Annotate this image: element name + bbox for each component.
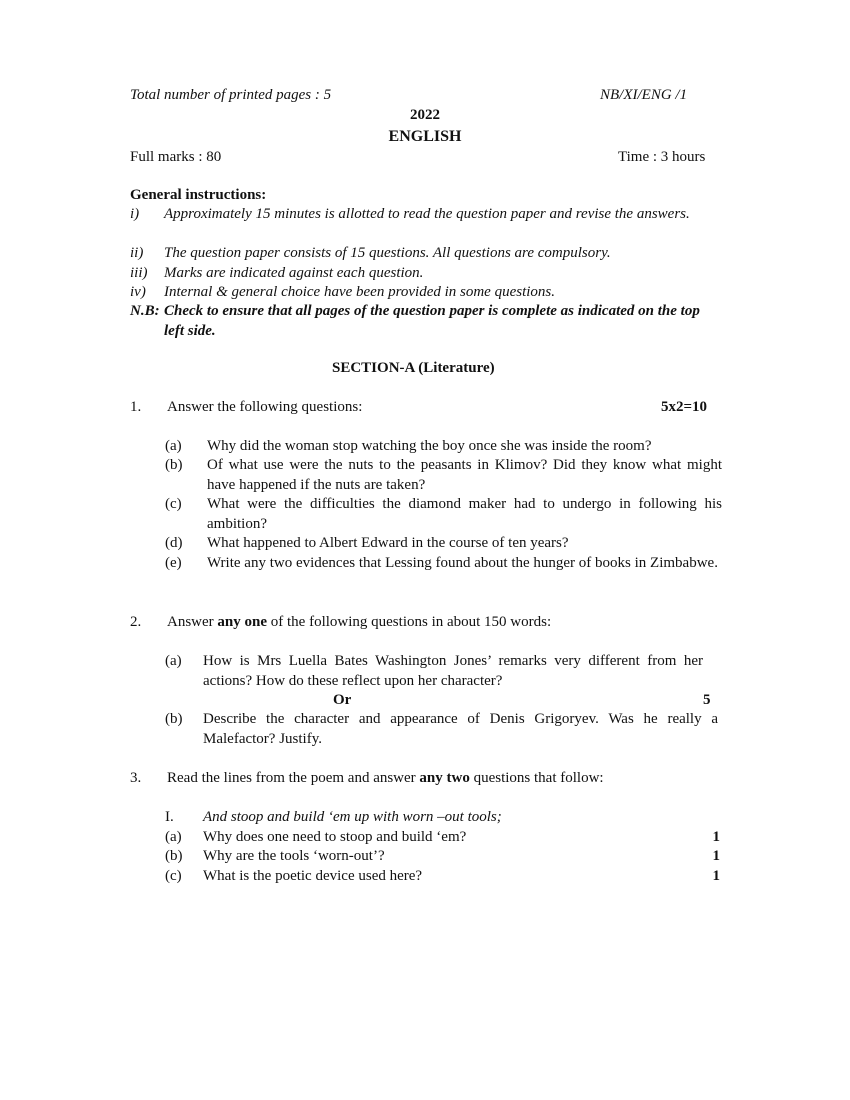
instruction-number: iv) — [130, 284, 146, 300]
sub-question-text: Write any two evidences that Lessing found about the hunger of books in Zimbabwe. — [207, 555, 718, 571]
time-allowed: Time : 3 hours — [618, 149, 706, 165]
sub-question-label: (b) — [165, 848, 183, 864]
question-marks: 5x2=10 — [661, 399, 708, 415]
question-text-part: of the following questions in about 150 words: — [267, 614, 552, 630]
sub-question-text: Why did the woman stop watching the boy once she was inside the room? — [207, 438, 652, 454]
section-title: SECTION-A (Literature) — [332, 360, 495, 376]
sub-question-text: Why does one need to stoop and build ‘em? — [203, 829, 467, 845]
question-text: Answer the following questions: — [167, 399, 363, 415]
sub-question-text: Of what use were the nuts to the peasants in Klimov? Did they know what might have happened if the nuts are taken? — [207, 457, 722, 493]
instruction-text: Marks are indicated against each question. — [164, 265, 424, 281]
sub-question-label: (a) — [165, 653, 182, 669]
question-number: 1. — [130, 399, 142, 415]
sub-question-label: (e) — [165, 555, 182, 571]
instruction-number: iii) — [130, 265, 148, 281]
extract-label: I. — [165, 809, 174, 825]
instruction-text: Approximately 15 minutes is allotted to read the question paper and revise the answers. — [164, 206, 690, 222]
or-separator: Or — [333, 692, 352, 708]
question-text — [167, 769, 604, 789]
instruction-number: i) — [130, 206, 140, 222]
sub-question-text: What were the difficulties the diamond maker had to undergo in following his ambition? — [207, 496, 722, 532]
subject-title: ENGLISH — [388, 128, 462, 145]
question-text-part: Read the lines from the poem and answer — [167, 770, 420, 786]
sub-question-text: Describe the character and appearance of Denis Grigoryev. Was he really a Malefactor? Justify. — [203, 711, 718, 747]
question-text-part: questions that follow: — [469, 770, 604, 786]
question-marks: 5 — [703, 692, 711, 708]
sub-question-marks: 1 — [712, 829, 720, 845]
sub-question-label: (a) — [165, 438, 182, 454]
question-text-part: Answer — [167, 614, 218, 630]
question-text-emphasis: any two — [419, 770, 470, 786]
poem-extract: And stoop and build ‘em up with worn –out tools; — [203, 809, 502, 825]
sub-question-marks: 1 — [712, 868, 720, 884]
sub-question-text: How is Mrs Luella Bates Washington Jones’ remarks very different from her actions? How do these reflect upon her character? — [203, 653, 703, 689]
sub-question-text: Why are the tools ‘worn-out’? — [203, 848, 385, 864]
sub-question-label: (b) — [165, 711, 183, 727]
exam-year: 2022 — [410, 107, 440, 123]
nb-text: Check to ensure that all pages of the question paper is complete as indicated on the top left side. — [164, 303, 700, 339]
question-text-emphasis: any one — [217, 614, 267, 630]
sub-question-label: (c) — [165, 868, 182, 884]
sub-question-text: What is the poetic device used here? — [203, 868, 423, 884]
sub-question-label: (d) — [165, 535, 183, 551]
printed-pages-note: Total number of printed pages : 5 — [130, 87, 332, 103]
sub-question-label: (a) — [165, 829, 182, 845]
question-number: 2. — [130, 614, 142, 630]
sub-question-label: (c) — [165, 496, 182, 512]
paper-code: NB/XI/ENG /1 — [600, 87, 688, 103]
question-text — [167, 613, 551, 633]
question-number: 3. — [130, 770, 142, 786]
nb-label: N.B: — [130, 303, 160, 319]
instructions-heading: General instructions: — [130, 187, 267, 203]
sub-question-label: (b) — [165, 457, 183, 473]
instruction-text: Internal & general choice have been provided in some questions. — [164, 284, 556, 300]
instruction-number: ii) — [130, 245, 144, 261]
full-marks: Full marks : 80 — [130, 149, 222, 165]
sub-question-text: What happened to Albert Edward in the course of ten years? — [207, 535, 569, 551]
sub-question-marks: 1 — [712, 848, 720, 864]
instruction-text: The question paper consists of 15 questions. All questions are compulsory. — [164, 245, 611, 261]
